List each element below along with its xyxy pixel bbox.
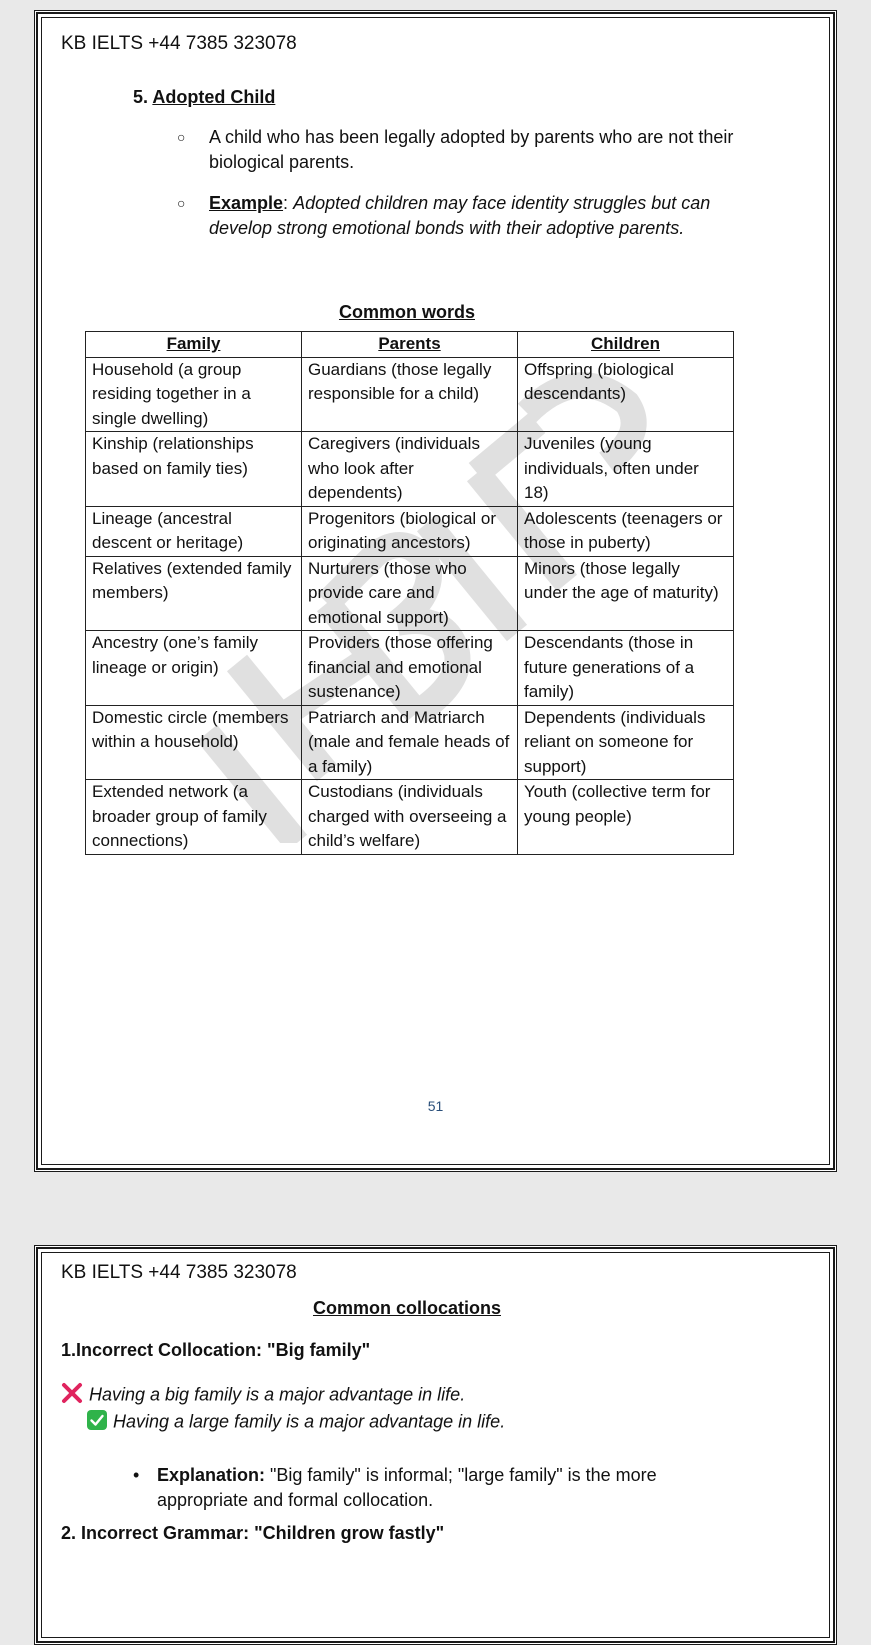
example-line: [209, 191, 769, 241]
explanation-label: Explanation:: [157, 1465, 266, 1485]
check-box-icon: [87, 1410, 107, 1435]
collocations-title: Common collocations: [312, 1298, 501, 1318]
table-cell: Progenitors (biological or originating ancestors): [302, 506, 518, 556]
document-page-52: [34, 1245, 837, 1645]
right-example: [87, 1410, 505, 1435]
page-header: KB IELTS +44 7385 323078: [61, 33, 297, 54]
table-cell: Household (a group residing together in a single dwelling): [86, 357, 302, 432]
section-heading: [133, 87, 275, 108]
table-cell: Providers (those offering financial and emotional sustenance): [302, 631, 518, 706]
section-number: 5.: [133, 87, 149, 107]
column-header-children: Children: [518, 332, 734, 358]
definition-bullet: [177, 125, 757, 175]
table-row: [86, 780, 734, 855]
table-cell: Patriarch and Matriarch (male and female heads of a family): [302, 705, 518, 780]
table-row: [86, 357, 734, 432]
table-cell: Kinship (relationships based on family ties): [86, 432, 302, 507]
table-cell: Extended network (a broader group of family connections): [86, 780, 302, 855]
table-row: [86, 556, 734, 631]
table-cell: Minors (those legally under the age of maturity): [518, 556, 734, 631]
column-header-parents: Parents: [302, 332, 518, 358]
hollow-bullet-icon: ○: [177, 195, 186, 211]
table-cell: Domestic circle (members within a household): [86, 705, 302, 780]
example-label: Example: [209, 193, 284, 213]
common-words-table: [85, 331, 734, 855]
bullet-icon: •: [133, 1465, 140, 1485]
table-cell: Offspring (biological descendants): [518, 357, 734, 432]
example-text: Adopted children may face identity struggles but can develop strong emotional bonds with their adoptive parents.: [209, 193, 711, 238]
example-bullet: [177, 191, 757, 241]
table-cell: Descendants (those in future generations of a family): [518, 631, 734, 706]
cross-mark-icon: [61, 1382, 83, 1409]
table-title: Common words: [338, 302, 475, 322]
table-cell: Custodians (individuals charged with overseeing a child’s welfare): [302, 780, 518, 855]
table-cell: Juveniles (young individuals, often under 18): [518, 432, 734, 507]
page-number: 51: [427, 1098, 444, 1114]
explanation-text: [157, 1463, 737, 1513]
hollow-bullet-icon: ○: [177, 129, 186, 145]
section-title: Adopted Child: [152, 87, 276, 107]
wrong-example: [61, 1382, 465, 1409]
table-cell: Ancestry (one’s family lineage or origin): [86, 631, 302, 706]
table-cell: Caregivers (individuals who look after dependents): [302, 432, 518, 507]
example-colon: :: [283, 193, 289, 213]
right-sentence: Having a large family is a major advantage in life.: [113, 1411, 506, 1432]
table-cell: Lineage (ancestral descent or heritage): [86, 506, 302, 556]
item1-heading: 1.Incorrect Collocation: "Big family": [61, 1340, 371, 1360]
table-cell: Guardians (those legally responsible for a child): [302, 357, 518, 432]
page-header: KB IELTS +44 7385 323078: [61, 1262, 297, 1283]
table-cell: Youth (collective term for young people): [518, 780, 734, 855]
column-header-family: Family: [86, 332, 302, 358]
item2-heading: 2. Incorrect Grammar: "Children grow fastly": [61, 1523, 445, 1543]
document-page-51: [34, 10, 837, 1172]
table-row: [86, 432, 734, 507]
table-row: [86, 506, 734, 556]
table-cell: Nurturers (those who provide care and emotional support): [302, 556, 518, 631]
table-cell: Relatives (extended family members): [86, 556, 302, 631]
table-cell: Adolescents (teenagers or those in puberty): [518, 506, 734, 556]
table-row: [86, 705, 734, 780]
explanation-body: "Big family" is informal; "large family" is the more appropriate and formal collocation.: [157, 1465, 657, 1510]
table-cell: Dependents (individuals reliant on someone for support): [518, 705, 734, 780]
definition-text: A child who has been legally adopted by parents who are not their biological parents.: [209, 127, 734, 172]
table-row: [86, 631, 734, 706]
table-header-row: [86, 332, 734, 358]
wrong-sentence: Having a big family is a major advantage in life.: [89, 1384, 466, 1405]
